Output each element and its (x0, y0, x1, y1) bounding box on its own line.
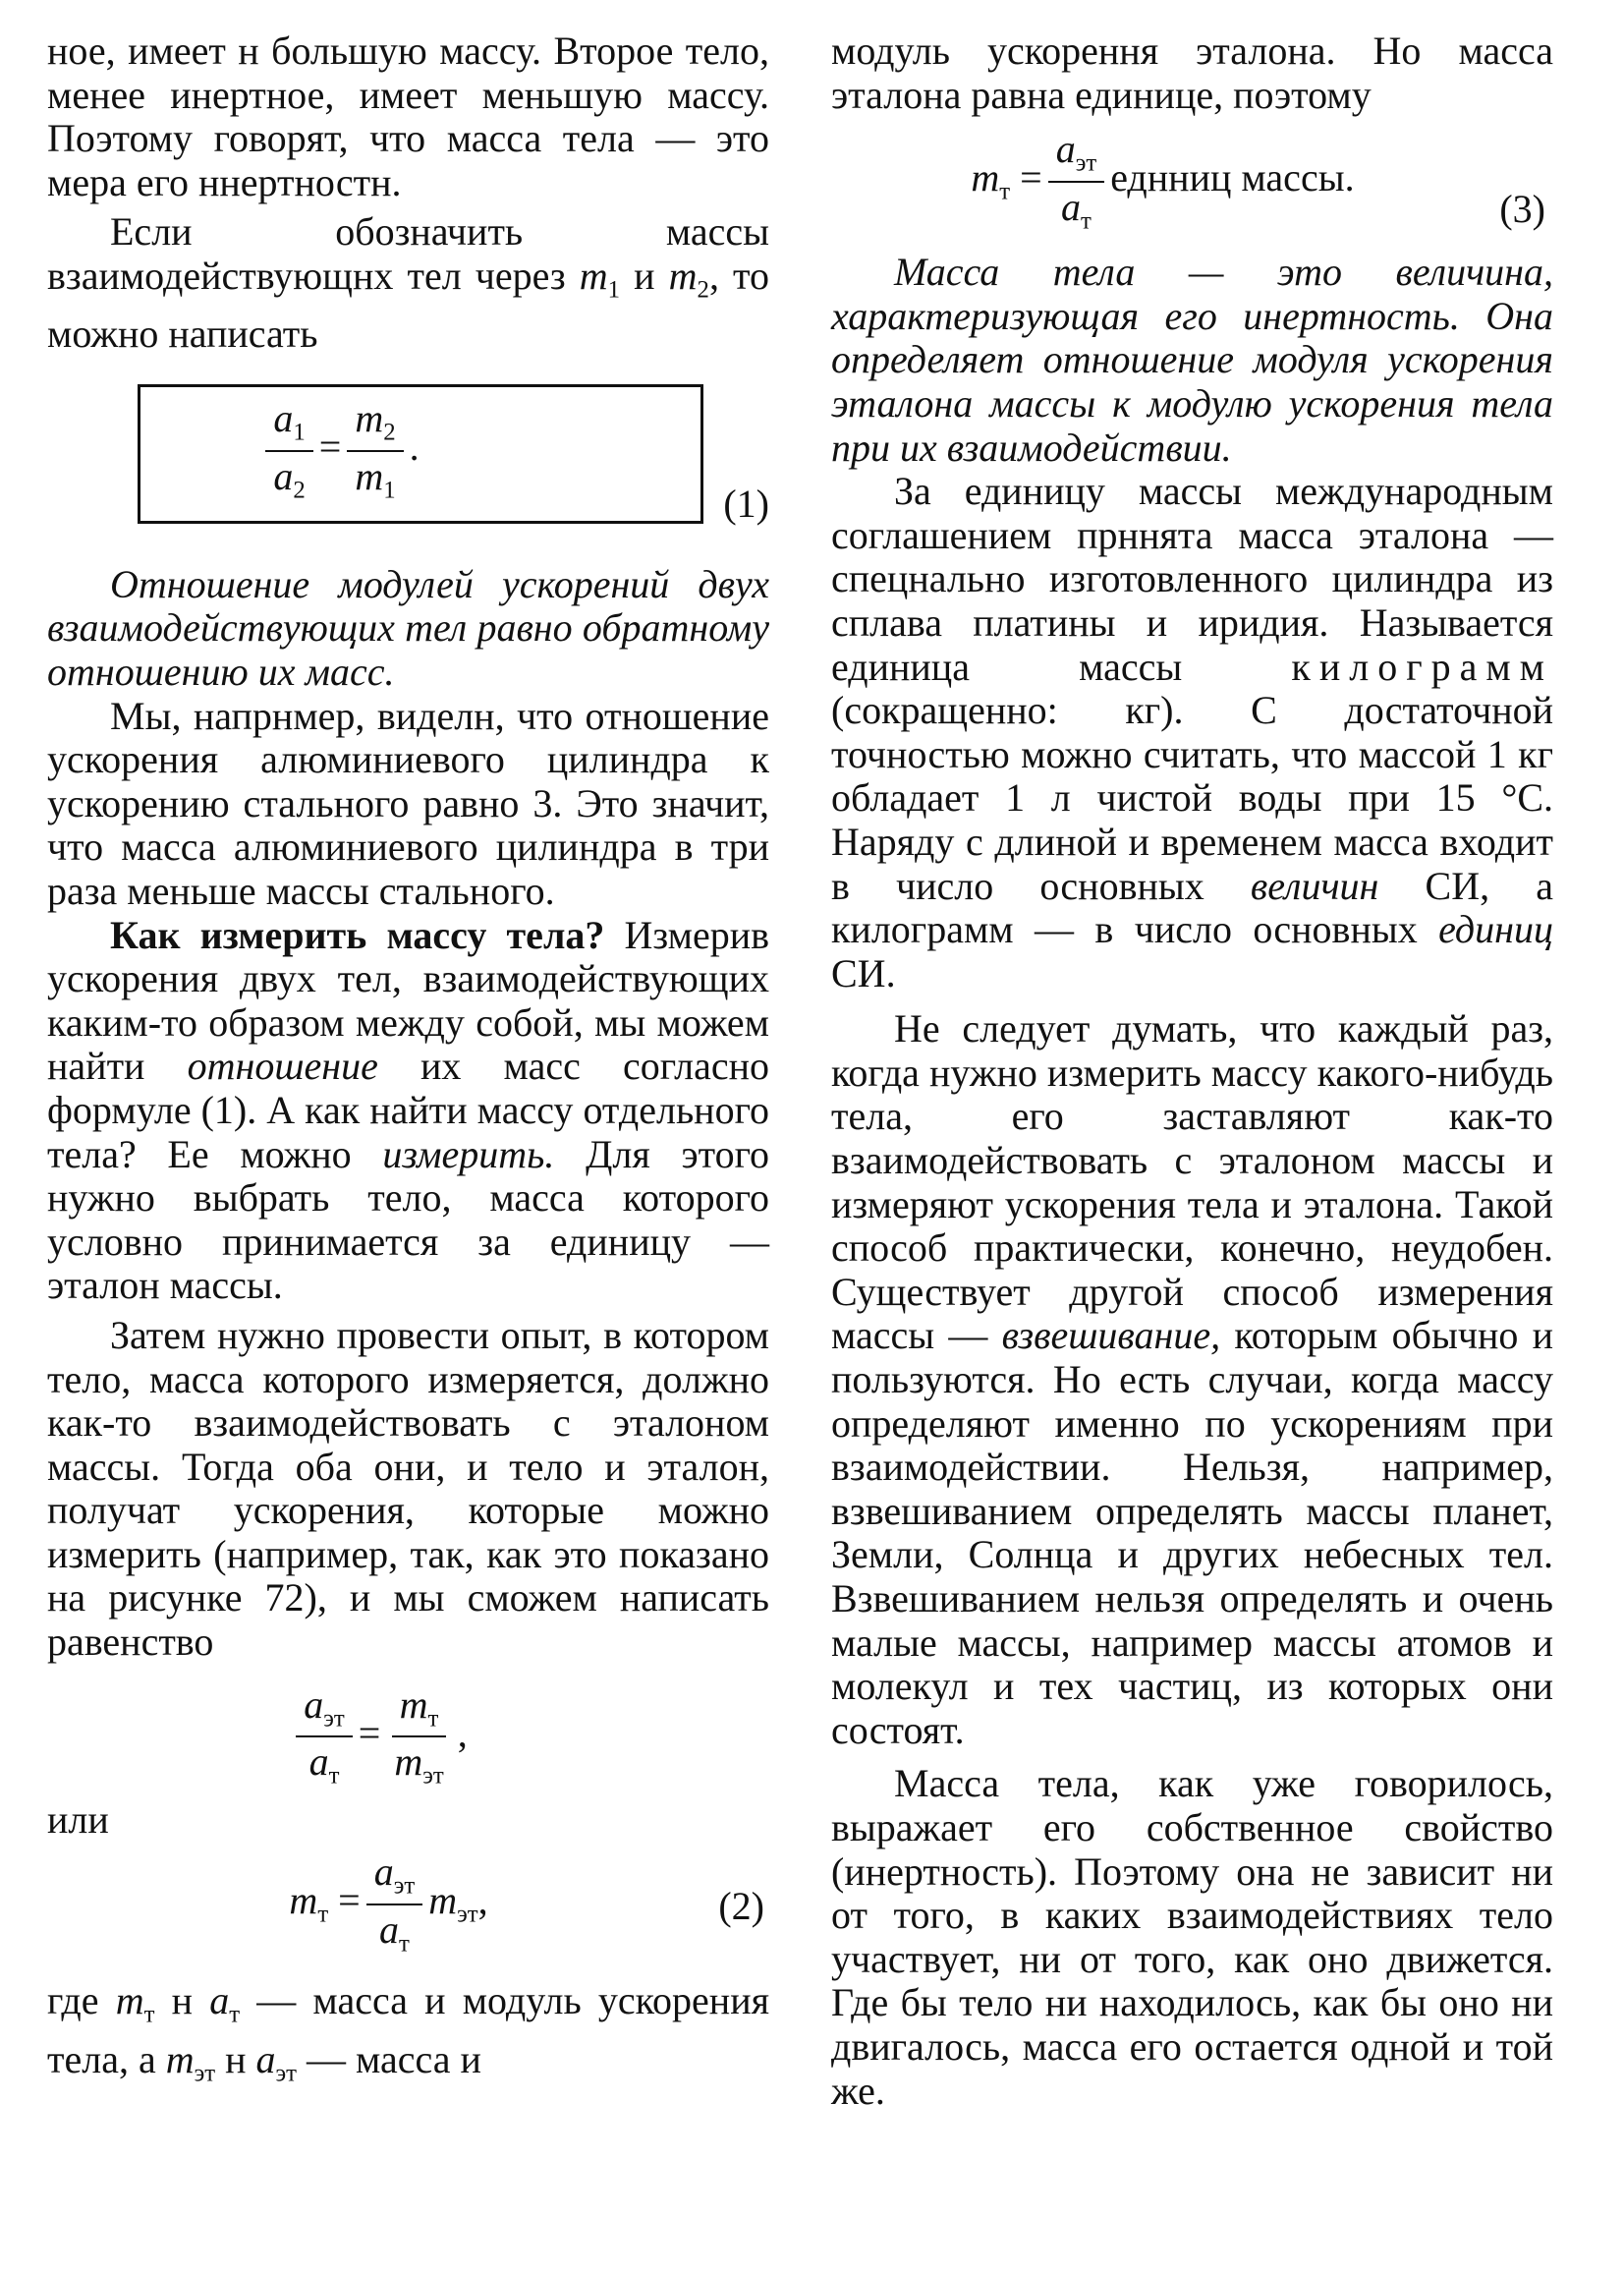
paragraph: Затем нужно провести опыт, в котором тело, масса которого измеряется, должно как-то взаимодействовать с эталоном массы. Тогда оба они, и тело и эталон, получат ускорения, которые можно измерить (например, так, как это показано на рисунке 72), и мы сможем написать равенство (47, 1312, 769, 1665)
unit-text: еднниц массы. (1110, 155, 1355, 200)
italic-definition: Отношение модулей ускорений двух взаимодействующих тел равно обратному отношению их масс. (47, 561, 769, 695)
paragraph (47, 1979, 769, 2096)
spaced-term: килограмм (1291, 644, 1553, 689)
equals-sign: = (318, 424, 342, 469)
paragraph: Масса тела, как уже говорилось, выражает его собственное свойство (инертность). Поэтому она не зависит ни от того, в каких взаимодействиях тело участвует, ни от того, как оно движется. Где бы тело ни находилось, как бы оно ни двигалось, масса его остается одной и той же. (831, 1761, 1553, 2113)
formula-2 (47, 1847, 769, 1969)
subscript: т (999, 178, 1011, 205)
text-run: СИ, а килограмм — в число основных (831, 863, 1553, 952)
text-run: н (154, 1978, 210, 2023)
paragraph (831, 1007, 1553, 1752)
text-run: н (215, 2036, 256, 2081)
section-heading: Как измерить массу тела? (110, 912, 605, 957)
text-run: и (620, 253, 669, 298)
subscript: т (317, 1901, 329, 1928)
italic-term: измерить. (382, 1131, 555, 1176)
subscript: эт (457, 1901, 478, 1928)
paragraph: модуль ускорення эталона. Но масса эталона равна единице, поэтому (831, 28, 1553, 117)
equals-sign: = (1020, 155, 1042, 200)
equals-sign: = (358, 1710, 381, 1755)
text-run: , то можно написать (47, 253, 769, 357)
comma: , (477, 1878, 488, 1923)
symbol-m: m (428, 1878, 458, 1923)
fraction: $\frac{a_{эт}}{a_т}$ (296, 1684, 352, 1790)
paragraph: Мы, напрнмер, виделн, что отношение ускорения алюминиевого цилиндра к ускорению стального равно 3. Это значит, что масса алюминиевого цилиндра в три раза меньше массы стального. (47, 693, 769, 913)
symbol-m: m (579, 253, 608, 298)
paragraph: ное, имеет н большую массу. Второе тело, менее инертное, имеет меньшую массу. Поэтому говорят, что масса тела — это мера его ннертностн. (47, 28, 769, 204)
paragraph (47, 914, 769, 1308)
formula-1 (47, 384, 769, 563)
italic-term: единиц (1438, 907, 1553, 952)
equation-number: (2) (718, 1884, 764, 1929)
symbol-m: m (971, 155, 1000, 200)
symbol-m: m (115, 1978, 144, 2023)
fraction: $\frac{a_{эт}}{a_т}$ (366, 1851, 422, 1957)
text-run: их масс согласно формуле (1). А как найти массу отдельного тела? Ее можно (47, 1044, 769, 1176)
text-run: Для этого нужно выбрать тело, масса которого условно принимается за единицу — эталон массы. (47, 1131, 769, 1308)
fraction: $\frac{m_2}{m_1}$ (347, 398, 403, 503)
subscript: т (229, 2001, 241, 2028)
italic-term: взвешивание, (1001, 1313, 1221, 1358)
formula-unnumbered (47, 1678, 769, 1798)
paragraph (831, 470, 1553, 995)
subscript: эт (275, 2060, 297, 2087)
text-run: — масса и модуль ускорения тела, а (47, 1978, 769, 2081)
italic-term: величин (1250, 863, 1379, 908)
subscript: 1 (607, 276, 621, 304)
text-run: Если обозначить массы взаимодействующнх тел через (47, 209, 769, 298)
fraction: $\frac{a_1}{a_2}$ (265, 398, 312, 503)
symbol-m: m (165, 2036, 195, 2081)
period: . (409, 424, 420, 469)
comma: , (457, 1710, 468, 1755)
right-column (831, 29, 1553, 2113)
italic-term: отношение (187, 1044, 378, 1089)
fraction: $\frac{a_{эт}}{a_т}$ (1048, 129, 1104, 234)
fraction: $\frac{m_т}{m_{эт}}$ (386, 1684, 451, 1790)
subscript: т (143, 2001, 155, 2028)
text-run: (сокращенно: кг). С достаточной точностью можно считать, что массой 1 кг обладает 1 л чистой воды при 15 °C. Наряду с длиной и временем масса входит в число основных (831, 688, 1553, 908)
symbol-m: m (289, 1878, 318, 1923)
subscript: эт (194, 2060, 216, 2087)
text-run: Не следует думать, что каждый раз, когда нужно измерить массу какого-нибудь тела, его заставляют как-то взаимодействовать с эталоном массы и измеряют ускорения тела и эталона. Такой способ практически, конечно, неудобен. Существует другой способ измерения массы — (831, 1006, 1553, 1358)
text-run: которым обычно и пользуются. Но есть случаи, когда массу определяют именно по ускорениям при взаимодействии. Нельзя, например, взвешиванием определять массы планет, Земли, Солнца и других небесных тел. Взвешиванием нельзя определять и очень малые массы, например массы атомов и молекул и тех частиц, из которых они состоят. (831, 1313, 1553, 1752)
left-column (47, 29, 769, 2096)
equation-number: (1) (723, 481, 769, 526)
paragraph (47, 210, 769, 356)
equation-number: (3) (1499, 187, 1545, 232)
text-run: Измерив ускорения двух тел, взаимодействующих каким-то образом между собой, мы можем найти (47, 912, 770, 1089)
symbol-a: a (255, 2036, 276, 2081)
paragraph: или (47, 1796, 109, 1842)
formula-3 (831, 127, 1553, 245)
text-run: где (47, 1978, 116, 2023)
equals-sign: = (338, 1878, 361, 1923)
subscript: 2 (697, 276, 709, 304)
symbol-a: a (209, 1978, 230, 2023)
text-run: СИ. (831, 950, 896, 995)
text-run: За единицу массы международным соглашением прннята масса эталона — спецнально изготовленного цилиндра из сплава платины и иридия. Называется единица массы (831, 469, 1553, 689)
italic-definition: Масса тела — это величина, характеризующая его инертность. Она определяет отношение модуля ускорения эталона массы к модулю ускорения тела при их взаимодействии. (831, 250, 1553, 470)
symbol-m: m (668, 253, 698, 298)
text-run: — масса и (296, 2036, 481, 2081)
